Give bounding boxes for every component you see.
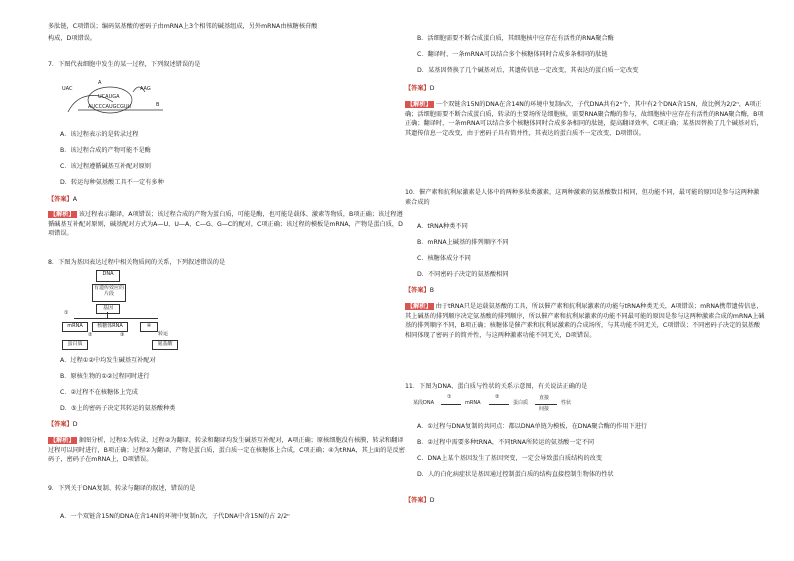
step-label: ② bbox=[495, 394, 500, 400]
explanation-tag: 【解析】 bbox=[50, 211, 75, 218]
answer-line bbox=[405, 286, 765, 296]
answer-value: D bbox=[429, 497, 435, 504]
step-label: ① bbox=[64, 310, 69, 316]
option: D．⑤上的密码子决定其转运的氨基酸种类 bbox=[60, 405, 176, 412]
option: A．tRNA种类不同 bbox=[417, 223, 468, 230]
explanation-tag: 【解析】 bbox=[50, 437, 75, 444]
sequence-label: UCAUGA bbox=[98, 94, 120, 100]
text-line: 构成，D项错误。 bbox=[48, 35, 97, 42]
answer-label: 【答案】 bbox=[405, 287, 430, 294]
step-label: ② bbox=[88, 332, 93, 338]
answer-value: D bbox=[72, 421, 78, 428]
answer-label: 【答案】 bbox=[48, 196, 73, 203]
answer-value: B bbox=[429, 287, 434, 294]
answer-line bbox=[405, 496, 765, 506]
translation-figure bbox=[58, 72, 168, 120]
rrna-box: 核糖体RNA bbox=[92, 322, 128, 332]
info-box: 有遗传效应的片段 bbox=[92, 284, 126, 302]
step-label: ① bbox=[447, 394, 452, 400]
option: C．该过程遵循碱基互补配对原则 bbox=[60, 163, 151, 170]
mrna-box: mRNA bbox=[62, 322, 88, 332]
explanation-text: 该过程表示翻译，A项错误；该过程合成的产物为蛋白质，可能是酶，也可能是载体、激素等物质，B项正确；该过程遵循碱基互补配对原则，碱基配对方式为A—U、U—A、C—G、G—C的配对，C项正确；该过程的模板是mRNA，产物是蛋白质，D项错误。 bbox=[48, 211, 403, 238]
option: B．该过程合成的产物可能不是酶 bbox=[60, 147, 151, 154]
explanation bbox=[405, 100, 765, 138]
codon-label: AAG bbox=[140, 86, 151, 92]
sequence-label: AUCCCAUGCGUU bbox=[88, 104, 132, 110]
answer-label: 【答案】 bbox=[405, 85, 430, 92]
answer-value: A bbox=[72, 196, 77, 203]
option: D．转运每种氨基酸工具不一定有多种 bbox=[60, 179, 164, 186]
explanation-text: 由于tRNA只是运载氨基酸的工具，所以催产素和抗利尿激素的功能与tRNA种类无关，A项错误；mRNA携带遗传信息，其上碱基的排列顺序决定氨基酸的排列顺序，所以催产素和抗利尿激素的功能不同最可能的原因是参与这两种激素合成的mRNA上碱基的排列顺序不同，B项正确；核糖体是催产素和抗利尿激素的合成场所，与其功能不同无关，C项错误；不同密码子决定的氨基酸相同体现了密码子的简并性，与这两种激素功能不同无关，D项错误。 bbox=[405, 303, 765, 339]
explanation-tag: 【解析】 bbox=[407, 303, 432, 310]
option: D．人的白化病症状是基因通过控制蛋白质的结构直接控制生物体的性状 bbox=[417, 471, 614, 478]
protein-label: 蛋白质 bbox=[513, 400, 529, 406]
question-7-title: 7．下图代表细胞中发生的某一过程，下列叙述错误的是 bbox=[48, 61, 201, 68]
explanation-tag: 【解析】 bbox=[407, 101, 432, 108]
carry-label: 转运 bbox=[158, 331, 169, 337]
answer-label: 【答案】 bbox=[405, 497, 430, 504]
fraction: 2/2ⁿ bbox=[277, 513, 290, 520]
answer-line bbox=[48, 195, 408, 205]
gene-box: 基因 bbox=[96, 304, 120, 314]
amino-acid-box: 氨基酸 bbox=[152, 340, 178, 350]
option: A．该过程表示的是转录过程 bbox=[60, 131, 139, 138]
direct-label: 直接 bbox=[539, 395, 550, 401]
answer-line bbox=[405, 84, 765, 94]
protein-box: 蛋白质 bbox=[62, 340, 88, 350]
option: A．①过程与DNA复制的共同点：都以DNA单链为模板，在DNA聚合酶的作用下进行 bbox=[417, 423, 648, 430]
option: B．②过程中需要多种tRNA，不同tRNA所转运的氨基酸一定不同 bbox=[417, 439, 595, 446]
label-a: A bbox=[98, 80, 102, 86]
option: D．不同密码子决定的氨基酸相同 bbox=[417, 271, 509, 278]
explanation-text: 一个双链含15N的DNA在含14N的环境中复制n次，子代DNA共有2ⁿ个，其中有2个DNA含15N，故比例为2/2ⁿ，A项正确；活细胞需要不断合成蛋白质，转录的主要场所是细胞核，需要RNA聚合酶的参与，故细胞核中应存在有活性的RNA聚合酶，B项正确；翻译时，一条mRNA可以结合多个核糖体同时合成多条相同的肽链，提高翻译效率，C项正确；某基因替换了几个碱基对后，其遗传信息一定改变，由于密码子具有简并性，其表达的蛋白质不一定改变，D项错误。 bbox=[405, 101, 764, 137]
option-text: A．一个双链含15N的DNA在含14N的环境中复制n次，子代DNA中含15N的占 bbox=[60, 513, 276, 520]
gene-expression-figure bbox=[60, 270, 200, 352]
option: D．某基因替换了几个碱基对后，其遗传信息一定改变，其表达的蛋白质一定改变 bbox=[417, 67, 639, 74]
indirect-label: 间接 bbox=[539, 406, 550, 412]
codon-label: UAC bbox=[62, 86, 73, 92]
question-11-title: 11．下图为DNA、蛋白质与性状的关系示意图，有关说法正确的是 bbox=[405, 383, 588, 390]
step-label: ③ bbox=[120, 332, 125, 338]
question-9-title: 9．下列关于DNA复制、转录与翻译的叙述，错误的是 bbox=[48, 485, 196, 492]
trna-box: ④ bbox=[140, 322, 158, 332]
dna-box: DNA bbox=[96, 270, 120, 282]
option: C．核糖体成分不同 bbox=[417, 255, 471, 262]
option: A．过程①②中均发生碱基互补配对 bbox=[60, 357, 156, 364]
dna-trait-figure bbox=[413, 394, 613, 416]
option: C．②过程不在核糖体上完成 bbox=[60, 389, 138, 396]
option: B．mRNA上碱基的排列顺序不同 bbox=[417, 239, 509, 246]
dna-label: 某段DNA bbox=[413, 400, 435, 406]
trait-label: 性状 bbox=[561, 400, 572, 406]
option: B．活细胞需要不断合成蛋白质，其细胞核中应存在有活性的RNA聚合酶 bbox=[417, 35, 614, 42]
mrna-label: mRNA bbox=[465, 400, 481, 406]
answer-line bbox=[48, 420, 408, 430]
answer-label: 【答案】 bbox=[48, 421, 73, 428]
explanation bbox=[48, 436, 408, 465]
option bbox=[48, 512, 420, 522]
option: B．原核生物的①②过程同时进行 bbox=[60, 373, 150, 380]
explanation bbox=[405, 302, 765, 340]
explanation bbox=[48, 210, 408, 239]
question-8-title: 8．下图为基因表达过程中相关物质间的关系，下列叙述错误的是 bbox=[48, 259, 226, 266]
explanation-text: 据图分析，过程①为转录，过程②为翻译，转录和翻译均发生碱基互补配对，A项正确；原核细胞没有核膜，转录和翻译过程可以同时进行，B项正确；过程②为翻译，产物是蛋白质，蛋白质一定在核糖体上合成，C项正确；④为tRNA，其上面的是反密码子，密码子在mRNA上，D项错误。 bbox=[48, 437, 405, 464]
answer-value: D bbox=[429, 85, 435, 92]
option: C．翻译时，一条mRNA可以结合多个核糖体同时合成多条相同的肽链 bbox=[417, 51, 608, 58]
question-10-title: 10．催产素和抗利尿激素是人体中的两种多肽类激素，这两种激素的氨基酸数目相同，但功能不同，最可能的原因是参与这两种激素合成的 bbox=[405, 189, 760, 206]
text-line: 多肽链，C项错误；编码氨基酸的密码子由mRNA上3个相邻的碱基组成，另外mRNA由核糖核苷酸 bbox=[48, 23, 318, 30]
label-b: B bbox=[156, 102, 160, 108]
option: C．DNA上某个基因发生了基因突变，一定会导致蛋白质结构的改变 bbox=[417, 455, 603, 462]
